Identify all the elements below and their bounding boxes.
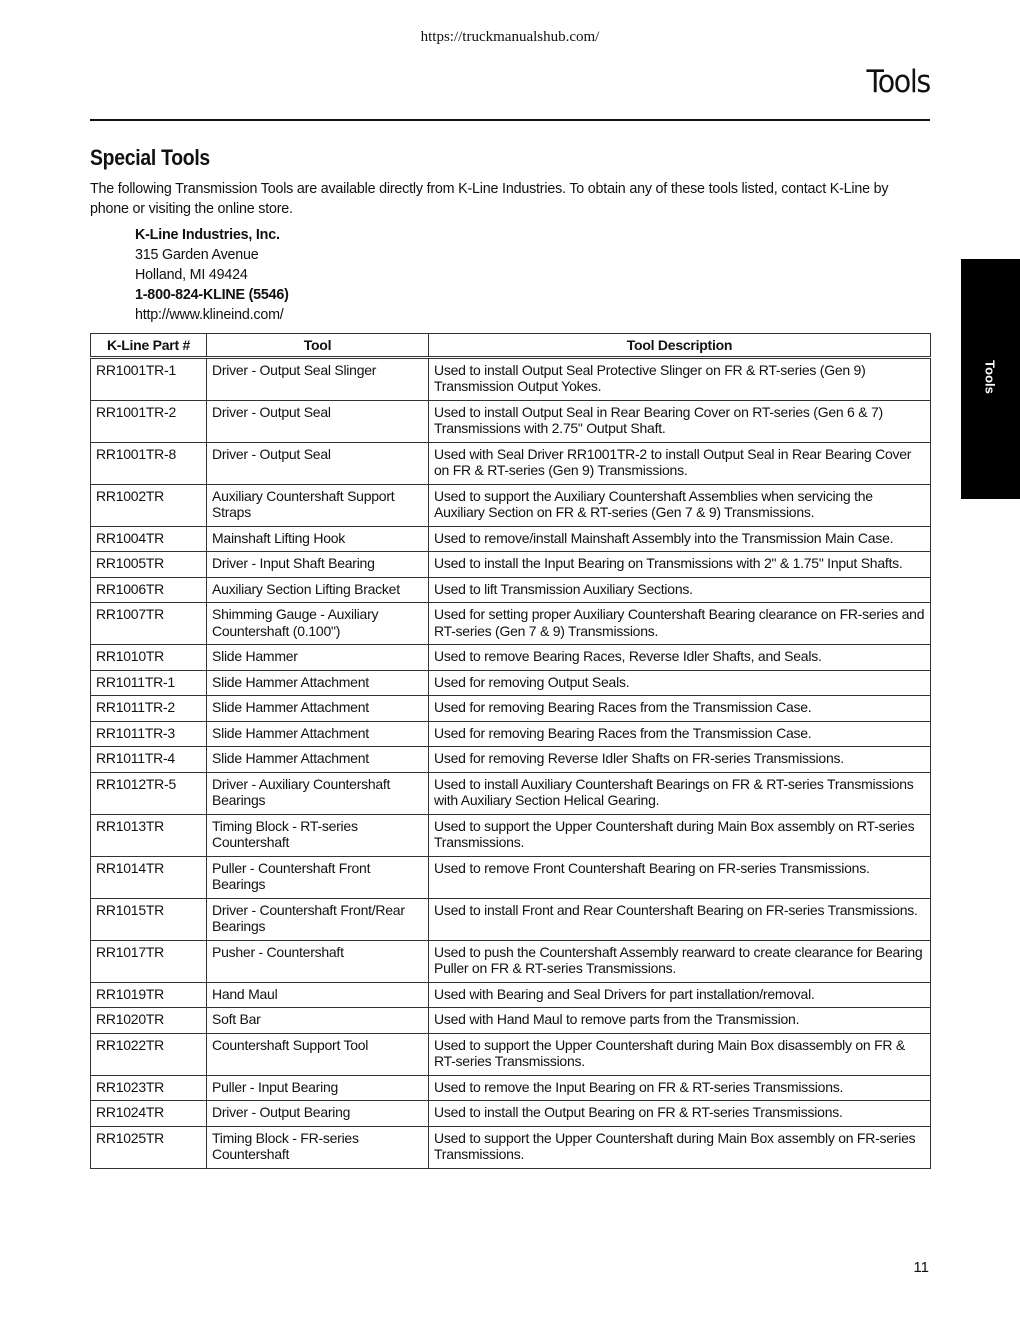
cell-part-number: RR1025TR (91, 1126, 207, 1168)
table-header-row (91, 334, 931, 358)
cell-part-number: RR1004TR (91, 526, 207, 552)
cell-description: Used for removing Reverse Idler Shafts on FR-series Transmissions. (429, 747, 931, 773)
cell-part-number: RR1001TR-8 (91, 442, 207, 484)
cell-part-number: RR1019TR (91, 982, 207, 1008)
cell-tool: Auxiliary Section Lifting Bracket (207, 577, 429, 603)
website-link[interactable]: http://www.klineind.com/ (135, 307, 284, 323)
cell-description: Used to remove/install Mainshaft Assembly into the Transmission Main Case. (429, 526, 931, 552)
company-name: K-Line Industries, Inc. (135, 227, 280, 243)
cell-part-number: RR1022TR (91, 1033, 207, 1075)
cell-tool: Mainshaft Lifting Hook (207, 526, 429, 552)
table-row (91, 484, 931, 526)
city-state-zip: Holland, MI 49424 (135, 267, 248, 283)
table-row (91, 1075, 931, 1101)
cell-tool: Puller - Input Bearing (207, 1075, 429, 1101)
cell-part-number: RR1006TR (91, 577, 207, 603)
cell-part-number: RR1015TR (91, 898, 207, 940)
cell-tool: Slide Hammer (207, 645, 429, 671)
table-row (91, 696, 931, 722)
cell-part-number: RR1010TR (91, 645, 207, 671)
table-row (91, 552, 931, 578)
cell-part-number: RR1012TR-5 (91, 772, 207, 814)
table-row (91, 526, 931, 552)
table-row (91, 603, 931, 645)
cell-tool: Driver - Output Seal (207, 400, 429, 442)
phone-number: 1-800-824-KLINE (5546) (135, 287, 289, 303)
table-row (91, 898, 931, 940)
table-row (91, 721, 931, 747)
cell-tool: Slide Hammer Attachment (207, 747, 429, 773)
cell-description: Used for setting proper Auxiliary Countershaft Bearing clearance on FR-series and RT-series (Gen 7 & 9) Transmissions. (429, 603, 931, 645)
column-header-description: Tool Description (429, 334, 931, 358)
table-row (91, 747, 931, 773)
table-body (91, 357, 931, 1168)
cell-tool: Driver - Output Bearing (207, 1101, 429, 1127)
cell-tool: Pusher - Countershaft (207, 940, 429, 982)
cell-part-number: RR1007TR (91, 603, 207, 645)
cell-description: Used to install Front and Rear Countershaft Bearing on FR-series Transmissions. (429, 898, 931, 940)
cell-description: Used to push the Countershaft Assembly rearward to create clearance for Bearing Puller on FR & RT-series Transmissions. (429, 940, 931, 982)
cell-part-number: RR1011TR-1 (91, 670, 207, 696)
cell-description: Used to install the Input Bearing on Transmissions with 2" & 1.75" Input Shafts. (429, 552, 931, 578)
cell-tool: Driver - Countershaft Front/Rear Bearings (207, 898, 429, 940)
table-row (91, 645, 931, 671)
cell-tool: Driver - Output Seal (207, 442, 429, 484)
table-row (91, 814, 931, 856)
cell-description: Used to support the Upper Countershaft during Main Box assembly on RT-series Transmissions. (429, 814, 931, 856)
cell-description: Used to support the Upper Countershaft during Main Box disassembly on FR & RT-series Transmissions. (429, 1033, 931, 1075)
table-row (91, 442, 931, 484)
cell-description: Used to support the Auxiliary Countershaft Assemblies when servicing the Auxiliary Section on FR & RT-series (Gen 7 & 9) Transmissions. (429, 484, 931, 526)
page-title: Tools (866, 64, 930, 100)
cell-description: Used to support the Upper Countershaft during Main Box assembly on FR-series Transmissions. (429, 1126, 931, 1168)
cell-part-number: RR1002TR (91, 484, 207, 526)
cell-tool: Timing Block - RT-series Countershaft (207, 814, 429, 856)
cell-description: Used to install Output Seal in Rear Bearing Cover on RT-series (Gen 6 & 7) Transmissions with 2.75" Output Shaft. (429, 400, 931, 442)
cell-description: Used to install Auxiliary Countershaft Bearings on FR & RT-series Transmissions with Auxiliary Section Helical Gearing. (429, 772, 931, 814)
cell-tool: Driver - Auxiliary Countershaft Bearings (207, 772, 429, 814)
cell-tool: Hand Maul (207, 982, 429, 1008)
cell-part-number: RR1005TR (91, 552, 207, 578)
tools-table (90, 333, 931, 1169)
cell-part-number: RR1001TR-2 (91, 400, 207, 442)
column-header-part-number: K-Line Part # (91, 334, 207, 358)
title-rule (90, 119, 930, 121)
cell-tool: Shimming Gauge - Auxiliary Countershaft (0.100") (207, 603, 429, 645)
cell-part-number: RR1023TR (91, 1075, 207, 1101)
side-tab-label: Tools (982, 360, 998, 394)
table-row (91, 772, 931, 814)
table-row (91, 1033, 931, 1075)
page-number: 11 (913, 1259, 929, 1276)
source-url[interactable]: https://truckmanualshub.com/ (420, 29, 600, 45)
cell-tool: Timing Block - FR-series Countershaft (207, 1126, 429, 1168)
table-row (91, 400, 931, 442)
table-row (91, 1008, 931, 1034)
cell-description: Used to remove Bearing Races, Reverse Idler Shafts, and Seals. (429, 645, 931, 671)
cell-tool: Soft Bar (207, 1008, 429, 1034)
cell-description: Used for removing Output Seals. (429, 670, 931, 696)
table-row (91, 670, 931, 696)
cell-tool: Auxiliary Countershaft Support Straps (207, 484, 429, 526)
cell-tool: Slide Hammer Attachment (207, 721, 429, 747)
cell-description: Used with Seal Driver RR1001TR-2 to install Output Seal in Rear Bearing Cover on FR & RT-series (Gen 9) Transmissions. (429, 442, 931, 484)
street-address: 315 Garden Avenue (135, 247, 259, 263)
cell-description: Used to remove the Input Bearing on FR & RT-series Transmissions. (429, 1075, 931, 1101)
cell-tool: Slide Hammer Attachment (207, 670, 429, 696)
cell-part-number: RR1001TR-1 (91, 357, 207, 400)
table-row (91, 1101, 931, 1127)
column-header-tool: Tool (207, 334, 429, 358)
cell-tool: Driver - Output Seal Slinger (207, 357, 429, 400)
cell-part-number: RR1011TR-3 (91, 721, 207, 747)
cell-part-number: RR1017TR (91, 940, 207, 982)
cell-tool: Countershaft Support Tool (207, 1033, 429, 1075)
cell-part-number: RR1020TR (91, 1008, 207, 1034)
cell-tool: Driver - Input Shaft Bearing (207, 552, 429, 578)
cell-description: Used to install Output Seal Protective Slinger on FR & RT-series (Gen 9) Transmission Output Yokes. (429, 357, 931, 400)
table-row (91, 1126, 931, 1168)
cell-part-number: RR1011TR-2 (91, 696, 207, 722)
cell-part-number: RR1013TR (91, 814, 207, 856)
side-tab (961, 259, 1020, 499)
cell-tool: Puller - Countershaft Front Bearings (207, 856, 429, 898)
cell-description: Used with Hand Maul to remove parts from the Transmission. (429, 1008, 931, 1034)
cell-description: Used for removing Bearing Races from the Transmission Case. (429, 696, 931, 722)
table-row (91, 856, 931, 898)
cell-part-number: RR1011TR-4 (91, 747, 207, 773)
section-heading: Special Tools (90, 145, 210, 170)
cell-description: Used for removing Bearing Races from the Transmission Case. (429, 721, 931, 747)
cell-tool: Slide Hammer Attachment (207, 696, 429, 722)
address-block (135, 225, 289, 325)
cell-description: Used to remove Front Countershaft Bearing on FR-series Transmissions. (429, 856, 931, 898)
table-row (91, 982, 931, 1008)
table-row (91, 577, 931, 603)
cell-part-number: RR1014TR (91, 856, 207, 898)
table-row (91, 357, 931, 400)
table-row (91, 940, 931, 982)
cell-description: Used to lift Transmission Auxiliary Sections. (429, 577, 931, 603)
cell-description: Used to install the Output Bearing on FR & RT-series Transmissions. (429, 1101, 931, 1127)
cell-part-number: RR1024TR (91, 1101, 207, 1127)
intro-paragraph: The following Transmission Tools are available directly from K-Line Industries. To obtain any of these tools listed, contact K-Line by phone or visiting the online store. (90, 181, 889, 217)
cell-description: Used with Bearing and Seal Drivers for part installation/removal. (429, 982, 931, 1008)
